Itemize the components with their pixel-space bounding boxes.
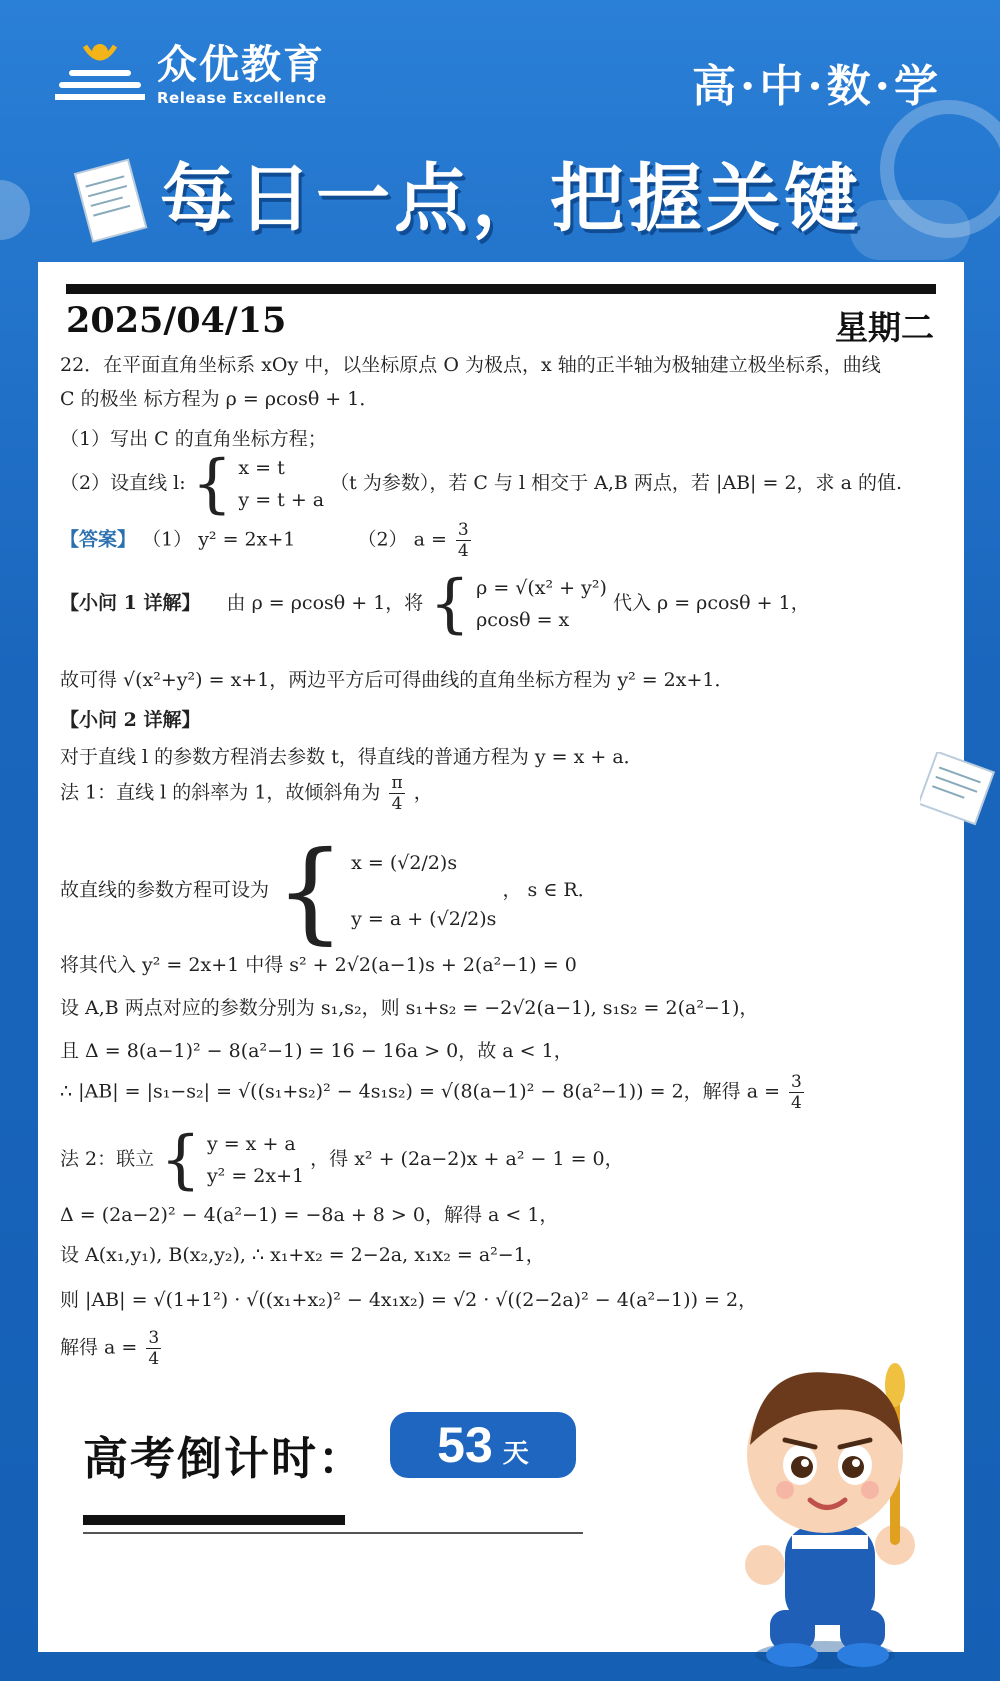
question-2 <box>60 447 902 521</box>
logo-name: 众优教育 <box>157 42 325 88</box>
paper-icon <box>920 752 1000 836</box>
solution1-line <box>60 567 810 641</box>
answer-part2: （2） a = <box>357 528 447 551</box>
solution2-line12 <box>60 1328 164 1369</box>
brace-icon: { <box>275 827 346 955</box>
fraction-numerator: π <box>391 773 403 793</box>
bottom-divider-thick <box>83 1515 345 1525</box>
countdown-label: 高考倒计时： <box>83 1432 366 1485</box>
system-line: y = t + a <box>238 489 325 511</box>
answer-tag: 【答案】 <box>60 528 137 551</box>
system-line: y = x + a <box>206 1133 296 1155</box>
solution1-tag: 【小问 1 详解】 <box>60 592 201 614</box>
fraction-denominator: 4 <box>391 794 403 814</box>
solution2-line6: 且 Δ = 8(a−1)² − 8(a²−1) = 16 − 16a > 0，故 a < 1， <box>60 1040 573 1062</box>
answer-fraction <box>456 520 471 561</box>
weekday: 星期二 <box>835 308 934 347</box>
answer-part1: （1） y² = 2x+1 <box>142 528 296 551</box>
solution1-text-b: 代入 ρ = ρcosθ + 1， <box>612 592 810 614</box>
simultaneous-system <box>207 1128 304 1192</box>
line-text: 法 1：直线 l 的斜率为 1，故倾斜角为 <box>60 781 381 804</box>
answer-line <box>60 520 474 561</box>
solution2-line3 <box>60 827 597 955</box>
brace-icon: { <box>429 567 471 641</box>
solution2-line11: 则 |AB| = √(1+1²) · √((x₁+x₂)² − 4x₁x₂) = √2 · √((2−2a)² − 4(a²−1)) = 2， <box>60 1289 758 1311</box>
system-line: y² = 2x+1 <box>206 1165 305 1187</box>
mascot-illustration <box>730 1355 970 1679</box>
fraction-denominator: 4 <box>148 1349 160 1369</box>
parametric-system <box>351 835 496 947</box>
fraction-denominator: 4 <box>791 1093 802 1113</box>
question-2-suffix: （t 为参数），若 C 与 l 相交于 A,B 两点，若 |AB| = 2，求 a 的值. <box>330 472 902 494</box>
solution2-line4: 将其代入 y² = 2x+1 中得 s² + 2√2(a−1)s + 2(a²−1) = 0 <box>60 954 577 976</box>
question-1: （1）写出 C 的直角坐标方程； <box>60 428 327 450</box>
problem-stem-1: 22．在平面直角坐标系 xOy 中，以坐标原点 O 为极点，x 轴的正半轴为极轴建立极坐标系，曲线 <box>60 354 881 376</box>
line-text: 法 2：联立 <box>60 1148 155 1170</box>
countdown-days: 53 <box>437 1417 493 1473</box>
line-text: ∴ |AB| = |s₁−s₂| = √((s₁+s₂)² − 4s₁s₂) = √(8(a−1)² − 8(a²−1)) = 2，解得 a = <box>60 1080 780 1103</box>
fraction-denominator: 4 <box>457 541 469 561</box>
brace-icon: { <box>191 447 233 521</box>
pi-fraction <box>389 773 404 814</box>
solution2-line2 <box>60 773 433 814</box>
line-text: ，得 x² + (2a−2)x + a² − 1 = 0， <box>310 1148 624 1170</box>
system-line: ρcosθ = x <box>476 609 570 631</box>
line-text: 解得 a = <box>60 1336 138 1359</box>
top-divider <box>66 284 936 294</box>
answer-fraction <box>146 1328 161 1369</box>
solution1-text-a: 由 ρ = ρcosθ + 1，将 <box>226 592 424 614</box>
solution1-system <box>476 572 607 636</box>
paper-icon <box>68 155 158 249</box>
solution2-line10: 设 A(x₁,y₁), B(x₂,y₂), ∴ x₁+x₂ = 2−2a, x₁x₂ = a²−1， <box>60 1244 545 1266</box>
system-line: y = a + (√2/2)s <box>351 908 497 930</box>
fraction-numerator: 3 <box>457 520 469 540</box>
logo-tagline: Release Excellence <box>157 89 327 107</box>
question-2-prefix: （2）设直线 l: <box>60 472 186 494</box>
answer-fraction <box>789 1072 804 1113</box>
solution2-line5: 设 A,B 两点对应的参数分别为 s₁,s₂，则 s₁+s₂ = −2√2(a−1), s₁s₂ = 2(a²−1)， <box>60 997 759 1019</box>
countdown-badge <box>390 1412 576 1478</box>
brace-icon: { <box>160 1123 201 1197</box>
system-line: ρ = √(x² + y²) <box>476 577 607 599</box>
system-line: x = (√2/2)s <box>351 852 458 874</box>
date: 2025/04/15 <box>66 300 287 341</box>
problem-stem-2: C 的极坐 标方程为 ρ = ρcosθ + 1． <box>60 388 379 410</box>
bottom-divider-thin <box>83 1532 583 1534</box>
subject-title: 高·中·数·学 <box>692 61 942 112</box>
question-2-system <box>238 452 324 516</box>
system-line: x = t <box>238 457 285 479</box>
solution2-line1: 对于直线 l 的参数方程消去参数 t，得直线的普通方程为 y = x + a． <box>60 746 643 768</box>
brand-logo <box>55 40 327 110</box>
solution2-line8 <box>60 1123 624 1197</box>
countdown-unit: 天 <box>502 1439 529 1469</box>
logo-icon <box>55 40 145 110</box>
solution2-line9: Δ = (2a−2)² − 4(a²−1) = −8a + 8 > 0，解得 a < 1， <box>60 1204 559 1226</box>
slogan: 每日一点，把握关键 <box>160 156 862 242</box>
line-text: ， <box>413 781 433 804</box>
fraction-numerator: 3 <box>148 1328 160 1348</box>
solution2-line7 <box>60 1072 807 1113</box>
line-text: 故直线的参数方程可设为 <box>60 879 270 901</box>
fraction-numerator: 3 <box>791 1072 802 1092</box>
line-text: ， s ∈ R． <box>502 879 597 901</box>
solution1-conclusion: 故可得 √(x²+y²) = x+1，两边平方后可得曲线的直角坐标方程为 y² = 2x+1． <box>60 669 734 691</box>
solution2-tag: 【小问 2 详解】 <box>60 709 201 731</box>
